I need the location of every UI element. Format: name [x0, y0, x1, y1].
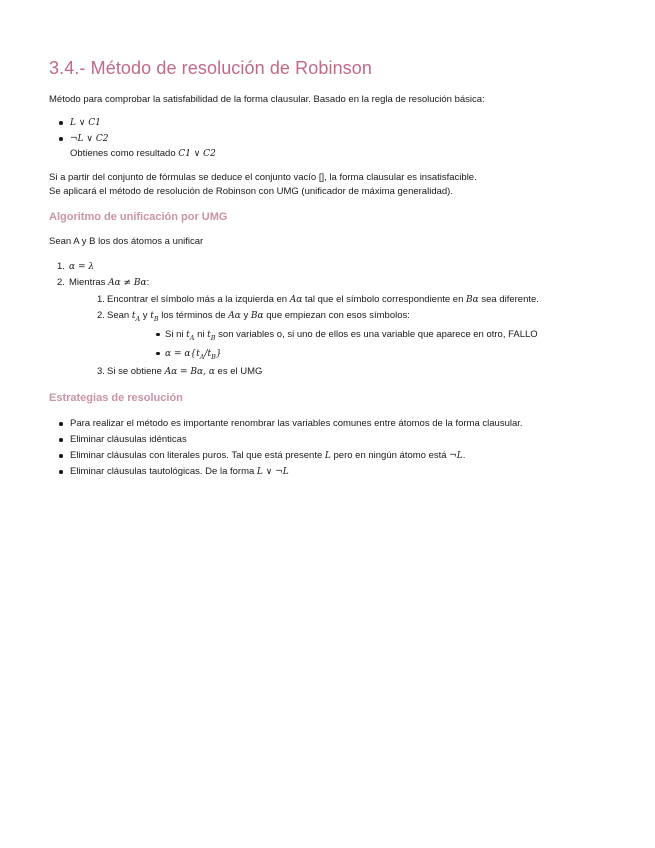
- step-text: Encontrar el símbolo más a la izquierda en: [107, 294, 290, 305]
- list-item: [49, 416, 615, 432]
- section-heading-unification: Algoritmo de unificación por UMG: [49, 211, 228, 223]
- strategy-text: Eliminar cláusulas idénticas: [70, 434, 187, 446]
- step-formula: Bα: [466, 295, 479, 305]
- formula-part: }: [215, 348, 222, 359]
- step-formula: Aα: [289, 295, 303, 305]
- step-text: ni: [194, 328, 208, 340]
- step-text: es el UMG: [214, 366, 263, 378]
- list-item: [49, 115, 615, 131]
- step-text: :: [146, 277, 150, 288]
- section-heading-strategies: Estrategias de resolución: [49, 392, 183, 405]
- formula-subscript: B: [211, 352, 216, 361]
- list-item: [49, 275, 615, 380]
- step-number: 2.: [97, 310, 105, 321]
- strategy-text: Para realizar el método es importante renombrar las variables comunes entre átomos de la forma clausular.: [70, 418, 523, 430]
- formula-subscript: A: [189, 333, 195, 342]
- list-item: [49, 464, 615, 480]
- step-formula: Aα: [228, 311, 241, 321]
- list-item: [69, 308, 615, 364]
- conclusion-line-1: Si a partir del conjunto de fórmulas se deduce el conjunto vacío [], la forma clausular es insatisfacible.: [49, 172, 477, 183]
- step-text: son variables o, si uno de ellos es una variable que aparece en otro, FALLO: [215, 328, 538, 340]
- formula-subscript: B: [153, 314, 159, 323]
- step-formula: [165, 349, 222, 359]
- strategy-text: Eliminar cláusulas con literales puros. Tal que está presente: [70, 450, 325, 462]
- formula-subscript: A: [199, 352, 205, 361]
- formula-subscript: B: [210, 333, 216, 342]
- step-formula: [150, 311, 158, 321]
- step-text: sea diferente.: [478, 294, 539, 305]
- step-text: y: [240, 310, 251, 321]
- algorithm-steps: [49, 259, 615, 380]
- unification-lead: Sean A y B los dos átomos a unificar: [49, 236, 204, 247]
- list-item: [107, 327, 615, 346]
- list-item: [49, 432, 615, 448]
- step-formula: α = λ: [69, 262, 95, 272]
- intro-paragraph: Método para comprobar la satisfabilidad de la forma clausular. Basado en la regla de resolución básica:: [49, 94, 485, 105]
- formula-subscript: A: [135, 314, 141, 323]
- strategy-text: .: [462, 450, 466, 462]
- step-text: Si se obtiene: [107, 366, 165, 378]
- step-text: que empiezan con esos símbolos:: [263, 310, 410, 321]
- conclusion-line-2: Se aplicará el método de resolución de Robinson con UMG (unificador de máxima generalidad).: [49, 186, 453, 197]
- list-item: [49, 448, 615, 464]
- formula-part: t: [131, 311, 136, 321]
- result-line: [49, 147, 615, 161]
- step-text: Sean: [107, 310, 132, 321]
- page-title: 3.4.- Método de resolución de Robinson: [49, 58, 373, 78]
- step-text: los términos de: [158, 310, 229, 321]
- step-formula: Aα ≠ Bα: [108, 278, 147, 288]
- result-text: Obtienes como resultado: [70, 148, 179, 159]
- formula-part: α = α{t: [165, 348, 200, 359]
- clause-formula: L ∨ C1: [70, 118, 101, 128]
- step-formula: Aα = Bα, α: [164, 367, 215, 378]
- formula-part: t: [150, 311, 154, 321]
- list-item: [69, 364, 615, 380]
- step-number: 2.: [57, 277, 65, 288]
- step-text: Mientras: [69, 277, 109, 288]
- formula-part: /t: [204, 348, 212, 359]
- list-item: [107, 346, 615, 365]
- clause-list: [49, 115, 615, 147]
- conclusion-paragraph: [49, 171, 615, 199]
- formula-part: t: [207, 329, 211, 340]
- step-number: 1.: [97, 294, 105, 305]
- deep-list: [107, 327, 615, 365]
- strategies-list: [49, 416, 615, 480]
- step-text: y: [140, 310, 151, 321]
- step-formula: [132, 311, 140, 321]
- strategy-formula: L: [324, 451, 331, 462]
- clause-formula: ¬L ∨ C2: [70, 134, 109, 144]
- step-number: 3.: [97, 366, 105, 378]
- strategy-formula: ¬L: [449, 451, 463, 462]
- inner-steps: [69, 292, 615, 380]
- list-item: [49, 131, 615, 147]
- formula-part: t: [186, 329, 190, 340]
- strategy-formula: L ∨ ¬L: [256, 467, 289, 478]
- step-formula: Bα: [250, 311, 264, 321]
- list-item: [49, 259, 615, 275]
- result-formula: C1 ∨ C2: [178, 149, 216, 159]
- step-formula: [207, 330, 215, 340]
- step-text: tal que el símbolo correspondiente en: [302, 294, 467, 305]
- step-text: Si ni: [165, 328, 187, 340]
- step-number: 1.: [57, 261, 65, 272]
- strategy-text: pero en ningún átomo está: [330, 450, 450, 462]
- strategy-text: Eliminar cláusulas tautológicas. De la forma: [70, 466, 257, 478]
- list-item: [69, 292, 615, 308]
